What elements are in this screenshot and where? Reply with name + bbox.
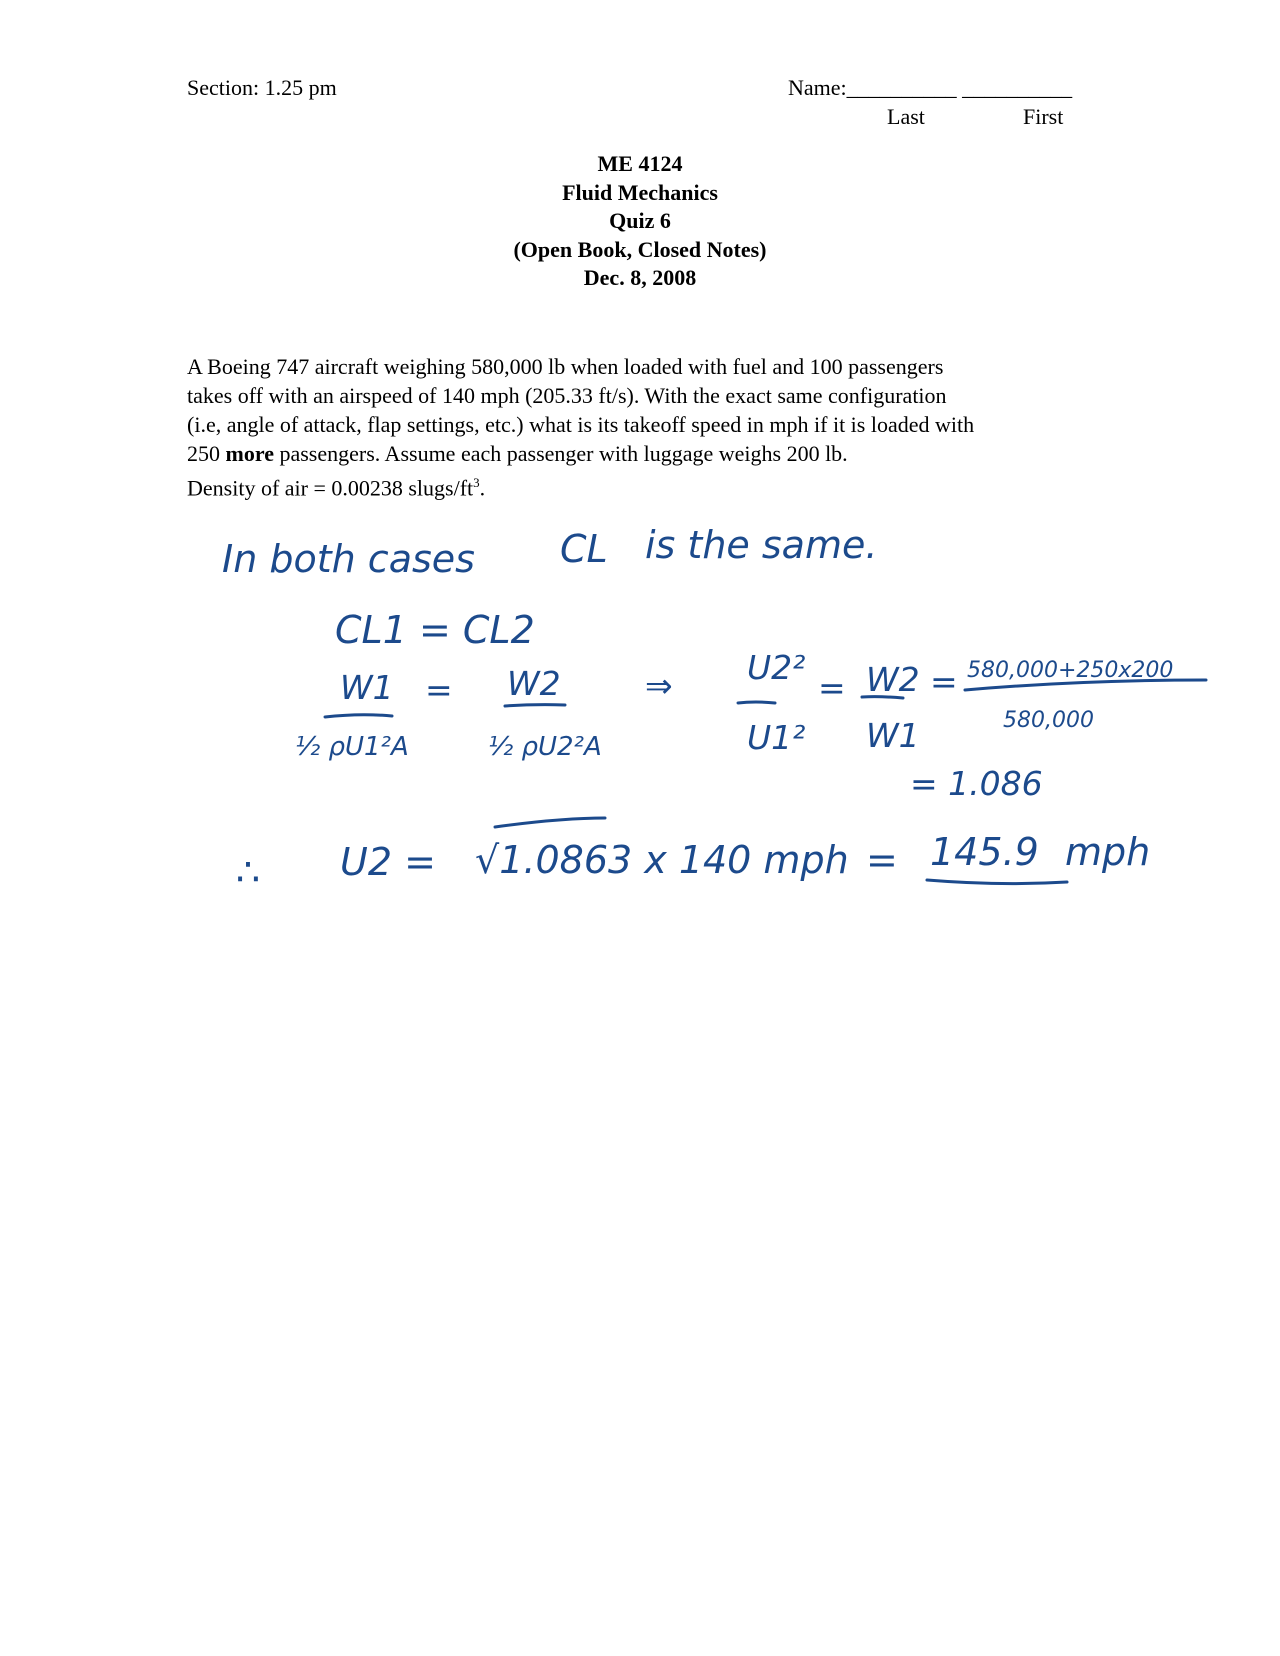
- problem-line: (i.e, angle of attack, flap settings, etc.) what is its takeoff speed in mph if it is loaded with: [187, 412, 975, 437]
- lift-coefficient-symbol: CL: [560, 527, 608, 571]
- equals-sign: =: [866, 838, 898, 882]
- first-name-caption: First: [1023, 104, 1064, 129]
- quiz-number: Quiz 6: [609, 208, 671, 234]
- quiz-date: Dec. 8, 2008: [583, 265, 697, 291]
- equals-sign: =: [425, 670, 453, 709]
- emphasis-more: more: [225, 441, 274, 466]
- problem-line: takes off with an airspeed of 140 mph (205.33 ft/s). With the exact same configuration: [187, 383, 947, 408]
- problem-line: A Boeing 747 aircraft weighing 580,000 lb when loaded with fuel and 100 passengers: [187, 354, 944, 379]
- fraction-bar: [862, 697, 903, 698]
- fraction-bar: [325, 715, 392, 717]
- ratio-value: = 1.086: [910, 764, 1043, 803]
- section-label: Section: 1.25 pm: [187, 75, 337, 100]
- name-field-label: Name:__________ __________: [788, 75, 1073, 100]
- weight-ratio-denominator: W1: [866, 716, 920, 755]
- sqrt-expression: √1.0863 x 140 mph: [475, 838, 849, 882]
- weight-ratio-numerator: W2: [866, 660, 920, 699]
- equals-sign: =: [818, 668, 846, 707]
- superscript: 3: [473, 475, 480, 490]
- weight-1: W1: [340, 668, 394, 707]
- speed-ratio-denominator: U1²: [747, 718, 806, 757]
- course-number: ME 4124: [597, 151, 683, 176]
- problem-text: Density of air = 0.00238 slugs/ft: [187, 475, 474, 501]
- denominator-1: ½ ρU1²A: [295, 732, 409, 762]
- fraction-bar: [965, 680, 1206, 690]
- u2-label: U2 =: [340, 840, 436, 884]
- fraction-bar: [738, 702, 775, 703]
- weight-fraction-numerator: 580,000+250x200: [967, 658, 1174, 683]
- quiz-rules: (Open Book, Closed Notes): [513, 236, 767, 262]
- equation-cl: CL1 = CL2: [335, 608, 535, 652]
- speed-ratio-numerator: U2²: [747, 648, 806, 687]
- fraction-bar: [505, 705, 565, 706]
- solution-statement-tail: is the same.: [645, 523, 878, 567]
- answer-underline: [927, 880, 1067, 884]
- solution-statement: In both cases: [222, 537, 475, 581]
- sqrt-vinculum: [495, 818, 605, 827]
- equals-sign: =: [930, 662, 958, 701]
- problem-text: 250: [187, 441, 226, 466]
- problem-text: .: [479, 475, 486, 501]
- weight-fraction-denominator: 580,000: [1003, 708, 1094, 733]
- problem-text: passengers. Assume each passenger with luggage weighs 200 lb.: [273, 441, 848, 466]
- course-subject: Fluid Mechanics: [562, 179, 718, 205]
- weight-2: W2: [507, 664, 561, 703]
- last-name-caption: Last: [887, 104, 925, 129]
- denominator-2: ½ ρU2²A: [488, 732, 602, 762]
- final-answer: 145.9: [930, 830, 1039, 874]
- implies-arrow: ⇒: [645, 666, 673, 705]
- therefore-symbol: ∴: [236, 850, 261, 894]
- final-answer-unit: mph: [1065, 830, 1151, 874]
